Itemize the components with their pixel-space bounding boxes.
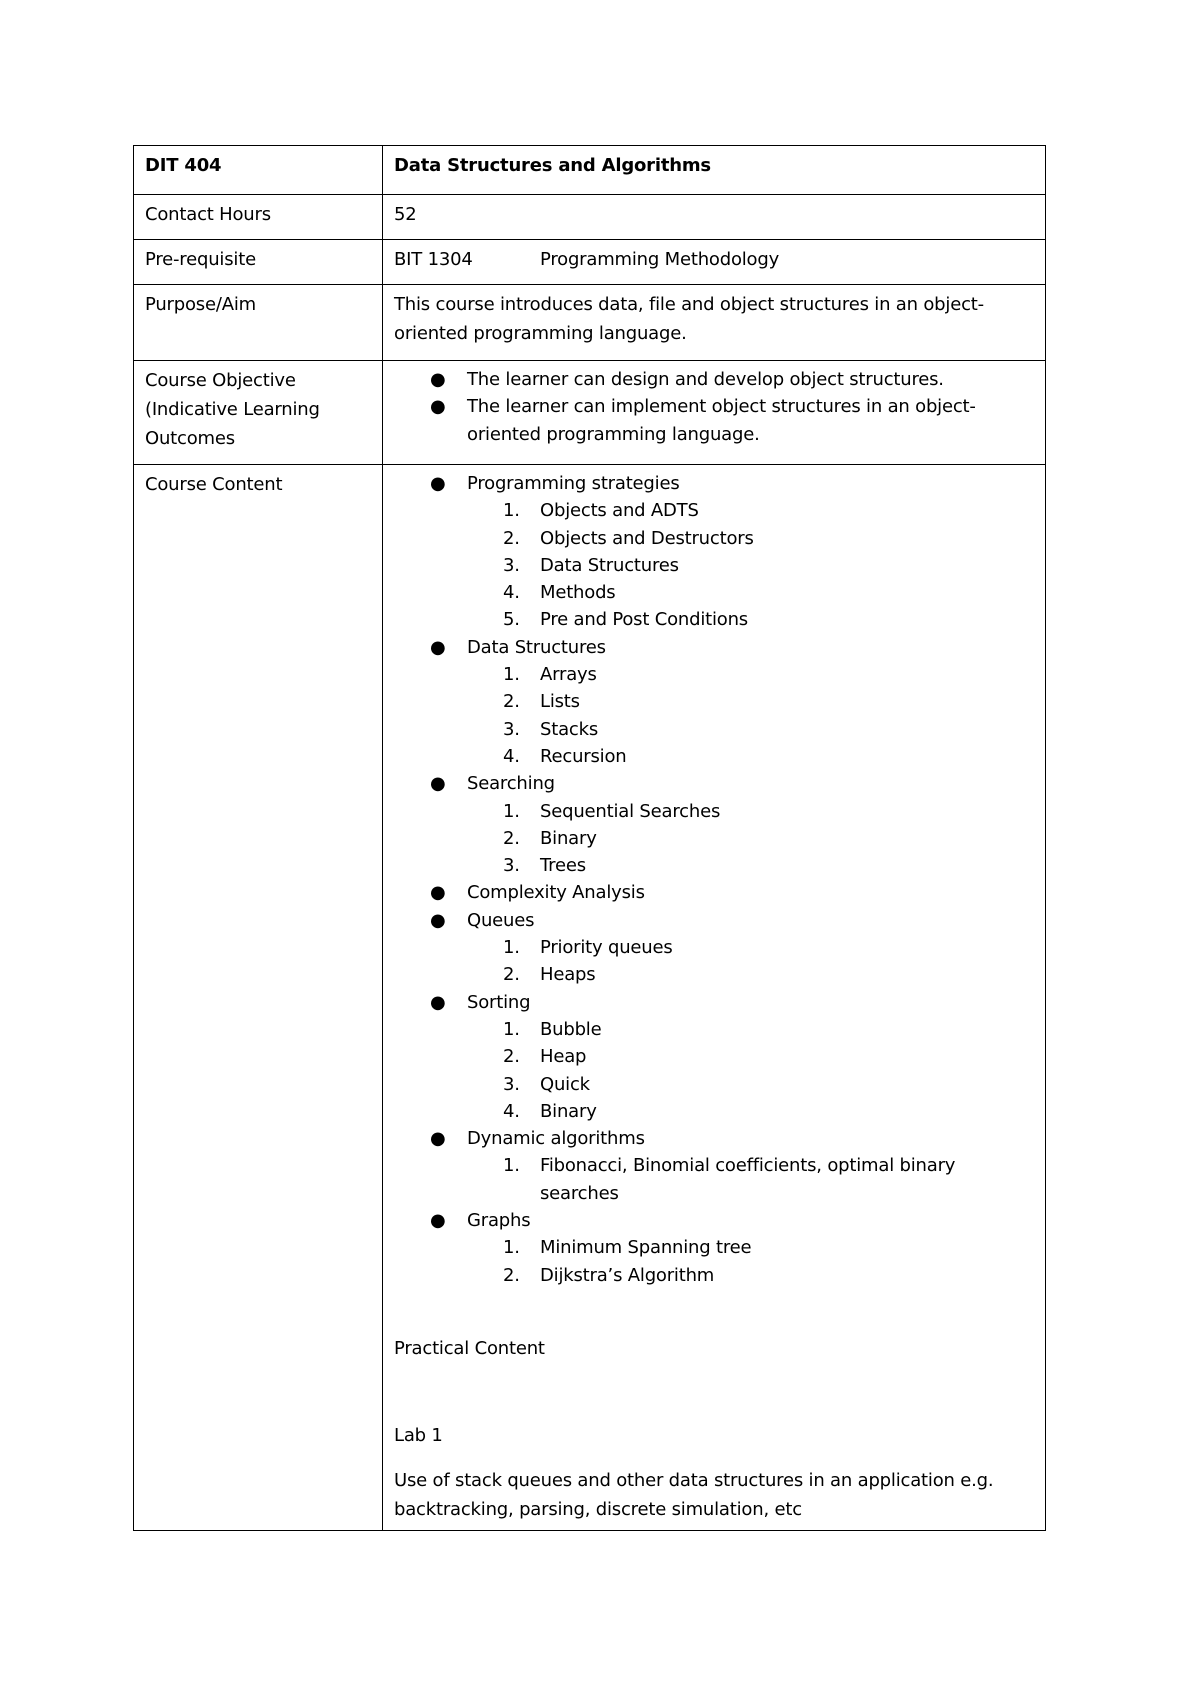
bullet-icon: ● (430, 636, 446, 658)
content-subtopic (467, 825, 1034, 852)
content-topic-title: Sorting (467, 991, 531, 1013)
bullet-icon: ● (430, 882, 446, 904)
subtopic-number: 1. (503, 937, 520, 959)
content-subtopic (467, 716, 1034, 743)
practical-content-heading: Practical Content (394, 1337, 545, 1359)
subtopic-number: 4. (503, 582, 520, 604)
lab-title: Lab 1 (394, 1424, 443, 1446)
content-subtopic (467, 606, 1034, 633)
content-subtopic (467, 1152, 1034, 1207)
content-subtopic (467, 552, 1034, 579)
subtopic-number: 2. (503, 964, 520, 986)
content-topic-title: Queues (467, 909, 535, 931)
subtopic-number: 1. (503, 1237, 520, 1259)
content-subtopic-text: Objects and ADTS (540, 500, 699, 522)
content-subtopic-text: Stacks (540, 718, 599, 740)
content-topic (394, 770, 1034, 879)
content-subtopic-list (467, 661, 1034, 770)
bullet-icon: ● (430, 473, 446, 494)
content-subtopic-text: Arrays (540, 664, 597, 686)
subtopic-number: 3. (503, 554, 520, 576)
purpose-row (134, 285, 1046, 361)
content-subtopic (467, 1098, 1034, 1125)
content-subtopic-text: Sequential Searches (540, 800, 721, 822)
content-topic (394, 1125, 1034, 1207)
prerequisite-label: Pre-requisite (134, 240, 383, 285)
subtopic-number: 1. (503, 1155, 520, 1177)
content-topic (394, 907, 1034, 989)
content-topic-title: Complexity Analysis (467, 882, 645, 904)
content-subtopic-text: Binary (540, 827, 597, 849)
content-topic (394, 879, 1034, 906)
content-subtopic (467, 1234, 1034, 1261)
subtopic-number: 2. (503, 691, 520, 713)
content-subtopic (467, 688, 1034, 715)
subtopic-number: 2. (503, 827, 520, 849)
objective-item-text: The learner can design and develop object structures. (467, 369, 944, 390)
content-subtopic-list (467, 1016, 1034, 1125)
content-subtopic-text: Heaps (540, 964, 596, 986)
subtopic-number: 3. (503, 718, 520, 740)
subtopic-number: 2. (503, 1264, 520, 1286)
content-subtopic-text: Data Structures (540, 554, 679, 576)
prerequisite-value (383, 240, 1046, 285)
objective-item (394, 393, 1034, 448)
subtopic-number: 4. (503, 745, 520, 767)
purpose-text: This course introduces data, file and object structures in an object-oriented programming language. (383, 285, 1046, 361)
content-topic-list (394, 470, 1034, 1289)
course-code: DIT 404 (134, 146, 383, 195)
prerequisite-name: Programming Methodology (540, 249, 780, 270)
content-subtopic (467, 852, 1034, 879)
content-row (134, 465, 1046, 1531)
spacer (394, 1289, 1034, 1334)
content-subtopic (467, 1071, 1034, 1098)
spacer (394, 1450, 1034, 1466)
content-subtopic-list (467, 497, 1034, 633)
content-label: Course Content (134, 465, 383, 1531)
lab-description: Use of stack queues and other data structures in an application e.g. backtracking, parsing, discrete simulation, etc (394, 1469, 994, 1520)
content-topic-title: Data Structures (467, 636, 606, 658)
bullet-icon: ● (430, 991, 446, 1013)
content-subtopic (467, 497, 1034, 524)
purpose-label: Purpose/Aim (134, 285, 383, 361)
spacer (394, 1363, 1034, 1421)
content-subtopic-text: Quick (540, 1073, 590, 1095)
course-title: Data Structures and Algorithms (383, 146, 1046, 195)
prerequisite-code: BIT 1304 (394, 249, 473, 270)
objective-cell (383, 361, 1046, 465)
bullet-icon: ● (430, 369, 446, 390)
contact-hours-row (134, 195, 1046, 240)
bullet-icon: ● (430, 773, 446, 795)
content-subtopic (467, 525, 1034, 552)
content-subtopic (467, 798, 1034, 825)
course-outline-table (133, 145, 1046, 1531)
content-subtopic-text: Binary (540, 1100, 597, 1122)
objective-label: Course Objective (Indicative Learning Outcomes (134, 361, 383, 465)
content-subtopic-text: Trees (540, 855, 586, 877)
content-topic-title: Searching (467, 773, 555, 795)
content-subtopic-list (467, 1234, 1034, 1289)
content-subtopic (467, 961, 1034, 988)
contact-hours-value: 52 (383, 195, 1046, 240)
course-header-row (134, 146, 1046, 195)
subtopic-number: 2. (503, 1046, 520, 1068)
content-subtopic-list (467, 798, 1034, 880)
content-subtopic (467, 1262, 1034, 1289)
subtopic-number: 1. (503, 800, 520, 822)
content-subtopic-text: Methods (540, 582, 616, 604)
bullet-icon: ● (430, 1210, 446, 1232)
subtopic-number: 3. (503, 855, 520, 877)
objective-item-text: The learner can implement object structures in an object-oriented programming language. (467, 396, 976, 445)
content-subtopic (467, 1016, 1034, 1043)
subtopic-number: 3. (503, 1073, 520, 1095)
content-subtopic-list (467, 1152, 1034, 1207)
subtopic-number: 5. (503, 609, 520, 631)
subtopic-number: 1. (503, 1018, 520, 1040)
content-topic-title: Programming strategies (467, 473, 680, 494)
subtopic-number: 1. (503, 664, 520, 686)
contact-hours-label: Contact Hours (134, 195, 383, 240)
content-topic (394, 470, 1034, 634)
content-subtopic-text: Priority queues (540, 937, 673, 959)
content-subtopic-text: Lists (540, 691, 580, 713)
subtopic-number: 4. (503, 1100, 520, 1122)
content-subtopic (467, 661, 1034, 688)
content-topic (394, 989, 1034, 1125)
content-topic-title: Dynamic algorithms (467, 1128, 645, 1150)
content-topic (394, 634, 1034, 770)
objective-item (394, 366, 1034, 393)
bullet-icon: ● (430, 1128, 446, 1150)
content-subtopic-text: Dijkstra’s Algorithm (540, 1264, 715, 1286)
content-subtopic-text: Recursion (540, 745, 627, 767)
content-cell (383, 465, 1046, 1531)
objective-row (134, 361, 1046, 465)
content-subtopic (467, 1043, 1034, 1070)
content-subtopic-text: Heap (540, 1046, 587, 1068)
content-topic (394, 1207, 1034, 1289)
objective-list (394, 366, 1034, 448)
content-topic-title: Graphs (467, 1210, 531, 1232)
content-subtopic-list (467, 934, 1034, 989)
content-subtopic-text: Minimum Spanning tree (540, 1237, 752, 1259)
content-subtopic (467, 743, 1034, 770)
content-subtopic-text: Pre and Post Conditions (540, 609, 748, 631)
bullet-icon: ● (430, 396, 446, 418)
content-subtopic-text: Bubble (540, 1018, 602, 1040)
content-subtopic (467, 579, 1034, 606)
content-subtopic-text: Fibonacci, Binomial coefficients, optimal binary searches (540, 1155, 956, 1204)
content-subtopic (467, 934, 1034, 961)
subtopic-number: 1. (503, 500, 520, 522)
bullet-icon: ● (430, 909, 446, 931)
subtopic-number: 2. (503, 527, 520, 549)
prerequisite-row (134, 240, 1046, 285)
content-subtopic-text: Objects and Destructors (540, 527, 754, 549)
